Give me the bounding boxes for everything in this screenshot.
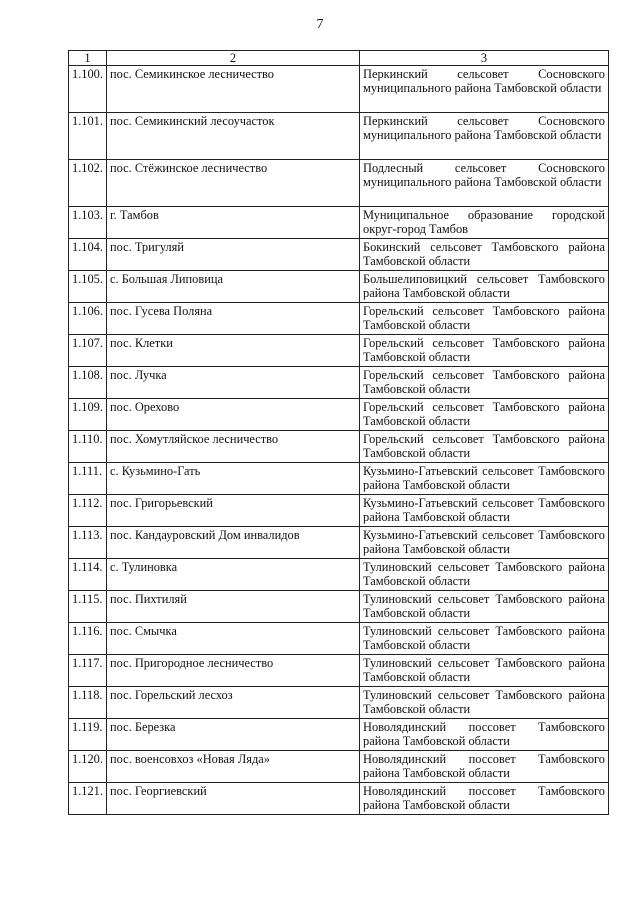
settlement-name: пос. Пригородное лесничество: [107, 655, 360, 687]
table-row: [69, 66, 609, 113]
settlement-name: пос. Смычка: [107, 623, 360, 655]
page-number: 7: [316, 17, 324, 32]
table-row: [69, 655, 609, 687]
row-number: 1.100.: [69, 66, 107, 113]
municipality-name: Муниципальное образование городской округ-город Тамбов: [360, 207, 609, 239]
settlement-name: пос. Хомутляйское лесничество: [107, 431, 360, 463]
settlement-name: пос. Орехово: [107, 399, 360, 431]
municipality-name: Большелиповицкий сельсовет Тамбовского района Тамбовской области: [360, 271, 609, 303]
municipality-name: Тулиновский сельсовет Тамбовского района Тамбовской области: [360, 623, 609, 655]
row-number: 1.120.: [69, 751, 107, 783]
row-number: 1.107.: [69, 335, 107, 367]
table-row: [69, 303, 609, 335]
settlement-name: пос. Пихтиляй: [107, 591, 360, 623]
settlement-name: пос. Клетки: [107, 335, 360, 367]
row-number: 1.105.: [69, 271, 107, 303]
table-row: [69, 271, 609, 303]
settlement-name: пос. Семикинское лесничество: [107, 66, 360, 113]
table-row: [69, 207, 609, 239]
municipality-name: Перкинский сельсовет Сосновского муниципального района Тамбовской области: [360, 66, 609, 113]
municipality-name: Кузьмино-Гатьевский сельсовет Тамбовского района Тамбовской области: [360, 527, 609, 559]
row-number: 1.116.: [69, 623, 107, 655]
row-number: 1.103.: [69, 207, 107, 239]
municipality-name: Перкинский сельсовет Сосновского муниципального района Тамбовской области: [360, 113, 609, 160]
municipality-name: Тулиновский сельсовет Тамбовского района Тамбовской области: [360, 687, 609, 719]
table-row: [69, 719, 609, 751]
table-row: [69, 623, 609, 655]
settlement-name: пос. Семикинский лесоучасток: [107, 113, 360, 160]
table-row: [69, 751, 609, 783]
municipality-name: Бокинский сельсовет Тамбовского района Тамбовской области: [360, 239, 609, 271]
settlement-name: пос. Березка: [107, 719, 360, 751]
table-row: [69, 160, 609, 207]
municipality-name: Горельский сельсовет Тамбовского района Тамбовской области: [360, 367, 609, 399]
municipality-name: Горельский сельсовет Тамбовского района Тамбовской области: [360, 399, 609, 431]
table-row: [69, 335, 609, 367]
municipality-name: Тулиновский сельсовет Тамбовского района Тамбовской области: [360, 559, 609, 591]
municipality-name: Тулиновский сельсовет Тамбовского района Тамбовской области: [360, 655, 609, 687]
settlement-name: пос. Лучка: [107, 367, 360, 399]
column-header-3: 3: [360, 51, 609, 66]
table-row: [69, 591, 609, 623]
municipality-name: Тулиновский сельсовет Тамбовского района Тамбовской области: [360, 591, 609, 623]
settlement-name: пос. Кандауровский Дом инвалидов: [107, 527, 360, 559]
table-row: [69, 239, 609, 271]
row-number: 1.119.: [69, 719, 107, 751]
row-number: 1.121.: [69, 783, 107, 815]
municipality-name: Горельский сельсовет Тамбовского района Тамбовской области: [360, 431, 609, 463]
row-number: 1.118.: [69, 687, 107, 719]
table-body: [69, 66, 609, 815]
municipality-name: Новолядинский поссовет Тамбовского района Тамбовской области: [360, 751, 609, 783]
table-row: [69, 495, 609, 527]
row-number: 1.115.: [69, 591, 107, 623]
row-number: 1.114.: [69, 559, 107, 591]
row-number: 1.111.: [69, 463, 107, 495]
settlement-name: г. Тамбов: [107, 207, 360, 239]
settlement-name: пос. Гусева Поляна: [107, 303, 360, 335]
settlement-name: пос. Тригуляй: [107, 239, 360, 271]
row-number: 1.117.: [69, 655, 107, 687]
table-row: [69, 367, 609, 399]
table-row: [69, 559, 609, 591]
settlement-name: с. Тулиновка: [107, 559, 360, 591]
table-header-row: [69, 51, 609, 66]
row-number: 1.106.: [69, 303, 107, 335]
column-header-2: 2: [107, 51, 360, 66]
settlements-table: [68, 50, 609, 815]
municipality-name: Новолядинский поссовет Тамбовского района Тамбовской области: [360, 783, 609, 815]
row-number: 1.109.: [69, 399, 107, 431]
settlement-name: пос. Горельский лесхоз: [107, 687, 360, 719]
table-row: [69, 527, 609, 559]
municipality-name: Горельский сельсовет Тамбовского района Тамбовской области: [360, 335, 609, 367]
municipality-name: Кузьмино-Гатьевский сельсовет Тамбовского района Тамбовской области: [360, 463, 609, 495]
table-row: [69, 431, 609, 463]
settlement-name: пос. Георгиевский: [107, 783, 360, 815]
table-row: [69, 783, 609, 815]
row-number: 1.112.: [69, 495, 107, 527]
row-number: 1.104.: [69, 239, 107, 271]
row-number: 1.101.: [69, 113, 107, 160]
municipality-name: Новолядинский поссовет Тамбовского района Тамбовской области: [360, 719, 609, 751]
row-number: 1.108.: [69, 367, 107, 399]
municipality-name: Кузьмино-Гатьевский сельсовет Тамбовского района Тамбовской области: [360, 495, 609, 527]
settlement-name: пос. Григорьевский: [107, 495, 360, 527]
row-number: 1.110.: [69, 431, 107, 463]
municipality-name: Горельский сельсовет Тамбовского района Тамбовской области: [360, 303, 609, 335]
settlement-name: пос. Стёжинское лесничество: [107, 160, 360, 207]
settlement-name: с. Большая Липовица: [107, 271, 360, 303]
settlement-name: пос. военсовхоз «Новая Ляда»: [107, 751, 360, 783]
table-row: [69, 687, 609, 719]
settlement-name: с. Кузьмино-Гать: [107, 463, 360, 495]
table-row: [69, 399, 609, 431]
column-header-1: 1: [69, 51, 107, 66]
row-number: 1.113.: [69, 527, 107, 559]
table-row: [69, 113, 609, 160]
row-number: 1.102.: [69, 160, 107, 207]
table-row: [69, 463, 609, 495]
municipality-name: Подлесный сельсовет Сосновского муниципального района Тамбовской области: [360, 160, 609, 207]
